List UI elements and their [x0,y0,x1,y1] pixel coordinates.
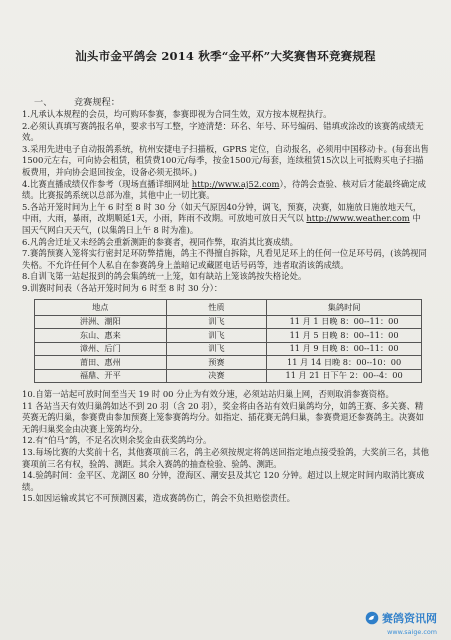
watermark-url: www.saige.com [387,628,437,636]
table-row [35,369,422,383]
section-heading [22,94,429,108]
schedule-cell-type: 训飞 [166,315,267,329]
url-link: http://www.weather.com [306,213,410,224]
rule-3: 3.采用先进电子自动报鸽系统，杭州安捷电子扫描板，GPRS 定位，自动报名，必须用中国移动卡。(每套出售1500元左右，可向协会租赁，租赁费100元/每季，按金1500元/每套，连续租赁15次以上可抵购买电子扫描板费用，并向协会退回按金，设备必须无损坏。) [22,143,429,177]
watermark-logo [365,610,437,626]
schedule-cell-location: 东山、惠来 [35,329,167,343]
table-row [35,342,422,356]
schedule-cell-time: 11 月 1 日晚 8：00--11：00 [267,315,422,329]
schedule-cell-location: 汫洲、潮阳 [35,315,167,329]
rule-13: 13.每场比赛的大奖前十名，其他赛项前三名，鸽主必须按规定将鸽送回指定地点接受验鸽，大奖前三名，其他赛项前三名有权，验鸽、测距。其余入赛鸽的抽查检验、验鸽、测距。 [22,446,429,469]
schedule-cell-time: 11 月 5 日晚 8：00--11：00 [267,329,422,343]
schedule-cell-type: 训飞 [166,329,267,343]
schedule-cell-location: 漳州、后门 [35,342,167,356]
rule-1: 1.凡承认本规程的会员，均可购环参赛，参赛即视为合同生效，双方按本规程执行。 [22,109,332,119]
schedule-cell-type: 训飞 [166,342,267,356]
schedule-header-location: 地点 [35,299,167,315]
schedule-cell-type: 决赛 [166,369,267,383]
pigeon-icon [365,611,379,625]
rule-6: 6.凡鸽舍迁址又未经鸽会重新测距的参赛者，视同作弊，取消其比赛成绩。 [22,236,298,247]
rule-15: 15.如因运输或其它不可预测因素，造成赛鸽伤亡，鸽会不负担赔偿责任。 [22,493,295,504]
rule-10: 10.自第一站起可放时间至当天 19 时 00 分止为有效分速，必须站站归巢上网，否则取消参赛资格。 [22,389,394,399]
schedule-header-time: 集鸽时间 [267,299,422,315]
schedule-table [34,299,422,384]
rule-11: 11 各站当天有效归巢鸽如达不到 20 羽（含 20 羽），奖金将由各站有效归巢鸽均分，如鸽王赛、多关赛、精英赛无鸽归巢，参赛费由参加预赛上笼参赛鸽均分。如指定、插花赛无鸽归巢，参赛费退还参赛鸽主。决赛如无鸽归巢奖金由决赛上笼鸽均分。 [22,400,424,434]
url-link: http://www.aj52.com [191,178,280,189]
rules-before-table [22,109,429,295]
rule-5: 5.各站开笼时间为上午 6 时至 8 时 30 分（如天气原因40分钟，调飞，预赛，决赛，如施放日施放地天气，中雨，大雨，暴雨，改期顺延1天，小雨，阵雨不改期。可放地可放日天气以 http://www.weather.com 中国天气网白天天气，(以集鸽日上午 8 时为准)。 [22,201,422,235]
table-row [35,329,422,343]
rules-after-table [22,389,429,505]
rule-7: 7.赛鸽预赛入笼将实行密封足环防弊措施，鸽主不得擅自拆除，凡看见足环上的任何一位足环号码，(该鸽视同失格。不允许任何个人私自在参赛鸽身上盖暗记或藏匿电话号码等，违者取消该鸽成绩。 [22,248,427,270]
rule-12: 12.有“伯马”鸽，不足名次则余奖金由获奖鸽均分。 [22,435,212,446]
schedule-cell-time: 11 月 9 日晚 8：00--11：00 [267,342,422,356]
schedule-cell-time: 11 月 21 日下午 2：00--4：00 [267,369,422,383]
schedule-cell-type: 预赛 [166,356,267,370]
rule-4: 4.比赛直播成绩仅作参考（现场直播详细网址 http://www.aj52.com），待鸽会查验、核对后才能最终确定成绩。比赛报鸽系统以总部为准，其他中止一切比赛。 [22,178,427,201]
rule-2: 2.必须认真填写赛鸽报名单，要求书写工整，字迹清楚：环名、年号、环号编码、错填或涂改的该赛鸽成绩无效。 [22,120,424,143]
section-number: 一、 [34,97,53,108]
rule-8: 8.自训飞第一站起报到的鸽会集鸽统一上笼，如有缺站上笼该鸽按失格论处。 [22,271,307,282]
schedule-cell-location: 福鼎、开平 [35,369,167,383]
rule-9: 9.训赛时间表（各站开笼时间为 6 时至 8 时 30 分）： [22,282,223,293]
table-row [35,315,422,329]
document-title: 汕头市金平鸽会 2014 秋季“金平杯”大奖赛售环竞赛规程 [75,49,376,63]
watermark-brand: 赛鸽资讯网 [382,612,437,625]
schedule-cell-location: 莆田、惠州 [35,356,167,370]
schedule-header-row [35,299,422,315]
table-row [35,356,422,370]
schedule-cell-time: 11 月 14 日晚 8：00--10：00 [267,356,422,370]
schedule-header-type: 性质 [166,299,267,315]
section-title: 竞赛规程： [74,97,120,108]
rule-14: 14.验鸽时间：金平区、龙湖区 80 分钟，澄海区、潮安县及其它 120 分钟。超过以上规定时间内取消比赛成绩。 [22,470,425,492]
site-watermark [365,610,437,636]
